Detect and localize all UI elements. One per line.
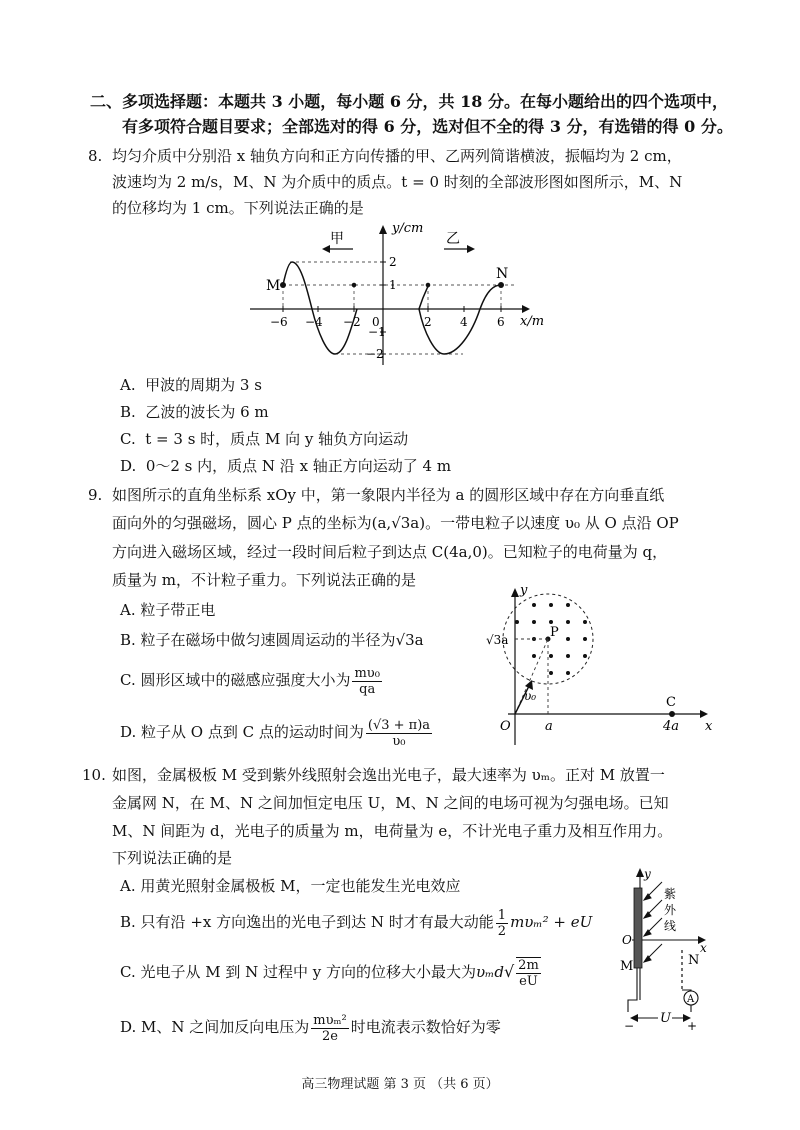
q8-stem-line3: 的位移均为 1 cm。下列说法正确的是 bbox=[112, 199, 364, 217]
q9-number: 9. bbox=[88, 486, 103, 504]
option-text: 0～2 s 内，质点 N 沿 x 轴正方向运动了 4 m bbox=[145, 457, 452, 475]
option-text: t = 3 s 时，质点 M 向 y 轴负方向运动 bbox=[145, 430, 409, 448]
q9-stem-line4: 质量为 m，不计粒子重力。下列说法正确的是 bbox=[112, 571, 416, 589]
option-text: C. 圆形区域中的磁感应强度大小为 bbox=[120, 671, 351, 689]
q8-y-axis-label: y/cm bbox=[392, 221, 424, 236]
q9-tick-y: √3a bbox=[486, 633, 509, 647]
q9-stem-line3: 方向进入磁场区域，经过一段时间后粒子到达点 C(4a,0)。已知粒子的电荷量为 q， bbox=[112, 543, 668, 561]
option-text: B. 只有沿 +x 方向逸出的光电子到达 N 时才有最大动能 bbox=[120, 913, 494, 931]
q9-y-label: y bbox=[520, 583, 528, 598]
q10-stem-line2: 金属网 N，在 M、N 之间加恒定电压 U，M、N 之间的电场可视为匀强电场。已知 bbox=[112, 794, 669, 812]
option-text: C. 光电子从 M 到 N 过程中 y 方向的位移大小最大为 bbox=[120, 963, 477, 981]
q9-coordinate-p: (a,√3a) bbox=[371, 514, 426, 532]
q8-ytick: −2 bbox=[366, 347, 384, 361]
option-text: D. M、N 之间加反向电压为 bbox=[120, 1018, 310, 1036]
fraction-numerator: (√3 + π)a bbox=[367, 717, 431, 733]
q10-y-label: y bbox=[644, 867, 651, 881]
option-label: D. bbox=[120, 457, 137, 475]
q8-number: 8. bbox=[88, 147, 103, 165]
q10-origin: O bbox=[622, 933, 632, 947]
q8-xtick: −4 bbox=[305, 315, 323, 329]
q10-label-n: N bbox=[688, 953, 700, 968]
option-label: B. bbox=[120, 403, 136, 421]
option-formula: mυₘ² + eU bbox=[510, 913, 593, 931]
q8-ytick: −1 bbox=[368, 325, 386, 339]
fraction-numerator: 2m bbox=[518, 958, 539, 973]
q9-label-c: C bbox=[666, 695, 676, 710]
q9-stem-line1: 如图所示的直角坐标系 xOy 中，第一象限内半径为 a 的圆形区域中存在方向垂直纸 bbox=[112, 486, 665, 504]
option-formula: υₘd bbox=[476, 963, 504, 981]
q8-xtick: 6 bbox=[497, 315, 505, 329]
q8-xtick: 2 bbox=[424, 315, 432, 329]
q10-option-a[interactable]: A. 用黄光照射金属极板 M，一定也能发生光电效应 bbox=[120, 877, 461, 895]
q9-line2-part-b: 。一带电粒子以速度 υ₀ 从 O 点沿 OP bbox=[425, 514, 679, 532]
q10-plate-m bbox=[634, 888, 642, 968]
fraction-denominator: υ₀ bbox=[392, 733, 406, 749]
q8-stem-line2: 波速均为 2 m/s，M、N 为介质中的质点。t = 0 时刻的全部波形图如图所示，M、N bbox=[112, 173, 683, 191]
q8-xtick: −2 bbox=[343, 315, 361, 329]
q8-xtick: −6 bbox=[270, 315, 288, 329]
q10-plus-label: + bbox=[687, 1019, 698, 1033]
q10-x-label: x bbox=[700, 941, 707, 955]
q8-stem-line1: 均匀介质中分别沿 x 轴负方向和正方向传播的甲、乙两列简谐横波，振幅均为 2 cm， bbox=[112, 147, 682, 165]
q8-label-n: N bbox=[496, 266, 509, 282]
q9-tick-a: a bbox=[545, 719, 553, 734]
option-text: 甲波的周期为 3 s bbox=[145, 376, 262, 394]
q9-label-v0: υ₀ bbox=[524, 689, 537, 703]
option-value: √3a bbox=[395, 631, 424, 649]
q8-origin: 0 bbox=[372, 315, 380, 329]
q8-xtick: 4 bbox=[460, 315, 468, 329]
q8-label-yi: 乙 bbox=[446, 231, 460, 247]
section-heading-line1: 二、多项选择题：本题共 3 小题，每小题 6 分，共 18 分。在每小题给出的四个选项中， bbox=[90, 92, 728, 111]
option-text: 乙波的波长为 6 m bbox=[145, 403, 269, 421]
fraction-numerator: mυₘ² bbox=[313, 1012, 347, 1028]
fraction-numerator: mυ₀ bbox=[354, 665, 380, 681]
q9-origin: O bbox=[500, 719, 511, 734]
fraction-numerator: 1 bbox=[497, 907, 507, 923]
q10-number: 10. bbox=[82, 766, 106, 784]
page-footer: 高三物理试题 第 3 页 （共 6 页） bbox=[301, 1077, 499, 1092]
q9-x-label: x bbox=[705, 719, 713, 734]
option-text-tail: 时电流表示数恰好为零 bbox=[350, 1018, 501, 1036]
q10-uv-label: 外 bbox=[664, 903, 677, 917]
q10-uv-label: 紫 bbox=[664, 887, 677, 901]
q9-label-p: P bbox=[550, 625, 559, 640]
fraction-denominator: eU bbox=[519, 974, 538, 989]
option-text: B. 粒子在磁场中做匀速圆周运动的半径为 bbox=[120, 631, 396, 649]
q10-label-m: M bbox=[620, 959, 634, 974]
section-heading-line2: 有多项符合题目要求；全部选对的得 6 分，选对但不全的得 3 分，有选错的得 0 分。 bbox=[122, 117, 733, 136]
q10-stem-line4: 下列说法正确的是 bbox=[112, 849, 233, 867]
fraction-denominator: 2e bbox=[322, 1028, 338, 1044]
option-label: C. bbox=[120, 430, 136, 448]
q10-uv-rays bbox=[644, 882, 662, 962]
q8-label-jia: 甲 bbox=[330, 231, 344, 247]
option-label: A. bbox=[120, 376, 136, 394]
q10-uv-label: 线 bbox=[664, 919, 677, 933]
q8-ytick: 1 bbox=[389, 278, 397, 292]
q10-ammeter-label: A bbox=[687, 994, 695, 1005]
q8-x-axis-label: x/m bbox=[520, 314, 545, 329]
q9-line2-part-a: 面向外的匀强磁场，圆心 P 点的坐标为 bbox=[112, 514, 372, 532]
fraction-denominator: 2 bbox=[497, 923, 507, 939]
q10-minus-label: − bbox=[624, 1019, 635, 1033]
q10-stem-line3: M、N 间距为 d，光电子的质量为 m，电荷量为 e，不计光电子重力及相互作用力。 bbox=[112, 822, 673, 840]
q8-ytick: 2 bbox=[389, 255, 397, 269]
q9-option-a[interactable]: A. 粒子带正电 bbox=[120, 601, 216, 619]
sqrt-symbol: √ bbox=[503, 962, 515, 981]
option-text: D. 粒子从 O 点到 C 点的运动时间为 bbox=[120, 723, 364, 741]
fraction-denominator: qa bbox=[359, 681, 376, 697]
q8-label-m: M bbox=[266, 278, 281, 294]
q9-tick-4a: 4a bbox=[663, 719, 680, 734]
q10-voltage-label: U bbox=[660, 1011, 671, 1026]
q10-stem-line1: 如图，金属极板 M 受到紫外线照射会逸出光电子，最大速率为 υₘ。正对 M 放置一 bbox=[112, 766, 665, 784]
